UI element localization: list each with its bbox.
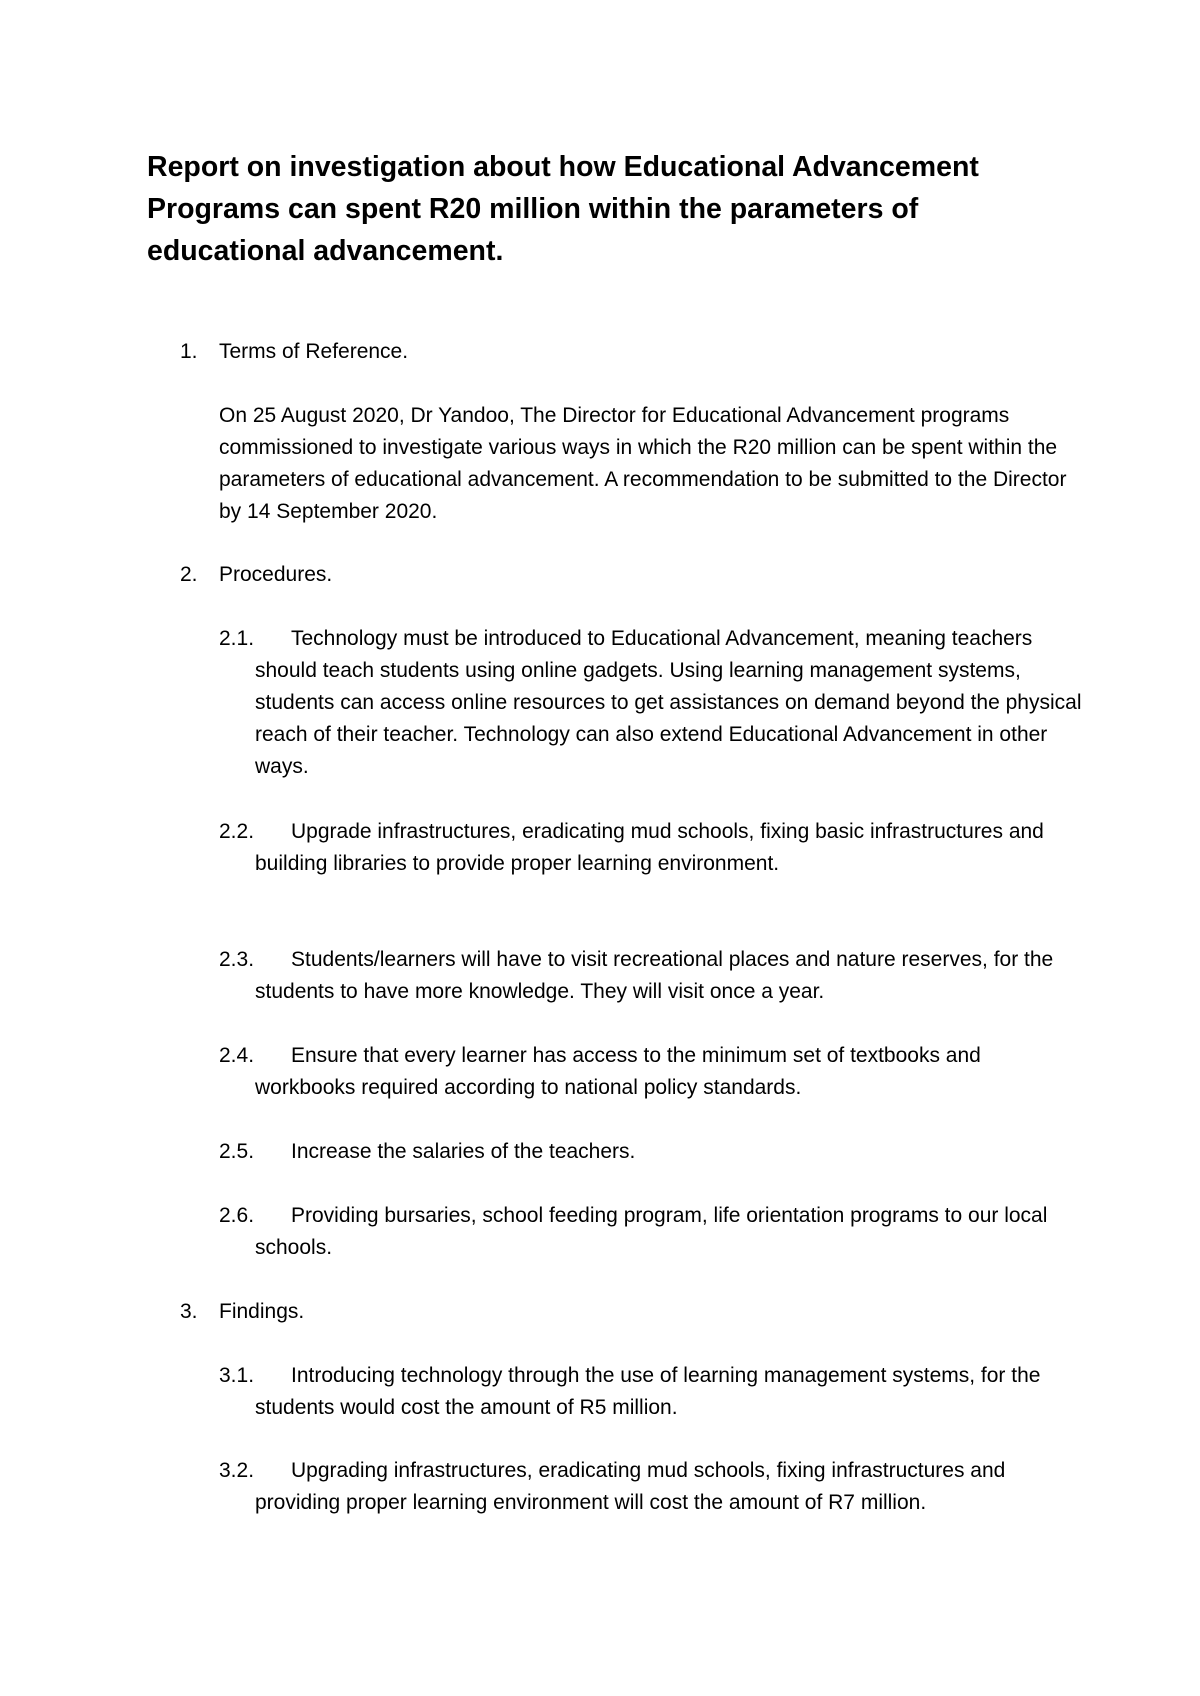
item-number: 2.5. (219, 1140, 255, 1163)
item-number: 2.1. (219, 627, 255, 650)
section-number: 2. (180, 563, 198, 586)
item-number: 2.2. (219, 820, 255, 843)
section-number: 1. (180, 340, 198, 363)
procedure-item-textbooks: Ensure that every learner has access to the minimum set of textbooks and workbooks required according to national policy standards. (255, 1044, 981, 1099)
finding-item-technology-cost: Introducing technology through the use of learning management systems, for the students would cost the amount of R5 million. (255, 1364, 1041, 1419)
section-heading-terms-of-reference: Terms of Reference. (219, 340, 409, 363)
item-number: 2.3. (219, 948, 255, 971)
item-number: 3.1. (219, 1364, 255, 1387)
section-heading-procedures: Procedures. (219, 563, 333, 586)
section-number: 3. (180, 1300, 198, 1323)
procedure-item-bursaries: Providing bursaries, school feeding program, life orientation programs to our local schools. (255, 1204, 1048, 1259)
section-heading-findings: Findings. (219, 1300, 305, 1323)
item-number: 2.6. (219, 1204, 255, 1227)
report-title: Report on investigation about how Educational Advancement Programs can spent R20 million within the parameters of educational advancement. (147, 151, 979, 267)
procedure-item-recreational-visits: Students/learners will have to visit recreational places and nature reserves, for the students to have more knowledge. They will visit once a year. (255, 948, 1054, 1003)
procedure-item-infrastructure: Upgrade infrastructures, eradicating mud schools, fixing basic infrastructures and building libraries to provide proper learning environment. (255, 820, 1044, 875)
item-number: 2.4. (219, 1044, 255, 1067)
procedure-item-salaries: Increase the salaries of the teachers. (291, 1140, 636, 1163)
terms-of-reference-body: On 25 August 2020, Dr Yandoo, The Director for Educational Advancement programs commissioned to investigate various ways in which the R20 million can be spent within the parameters of educational advancement. A recommendation to be submitted to the Director by 14 September 2020. (219, 404, 1067, 523)
item-number: 3.2. (219, 1459, 255, 1482)
procedure-item-technology: Technology must be introduced to Educational Advancement, meaning teachers should teach students using online gadgets. Using learning management systems, students can access online resources to get assistances on demand beyond the physical reach of their teacher. Technology can also extend Educational Advancement in other ways. (255, 627, 1082, 778)
finding-item-infrastructure-cost: Upgrading infrastructures, eradicating mud schools, fixing infrastructures and providing proper learning environment will cost the amount of R7 million. (255, 1459, 1006, 1514)
